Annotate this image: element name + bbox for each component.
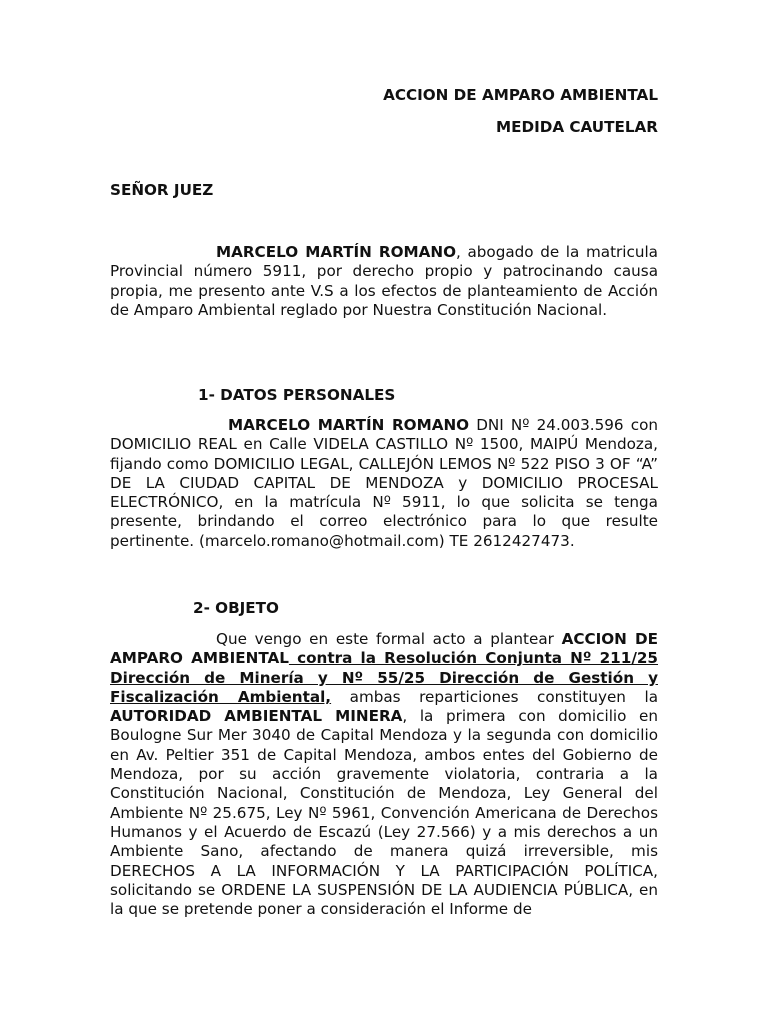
section-2-resolution: contra la Resolución Conjunta Nº 211/25 Dirección de Minería y Nº 55/25 Dirección de Gestión y Fiscalización Ambiental, bbox=[110, 649, 659, 706]
intro-paragraph bbox=[110, 243, 658, 320]
section-2-paragraph bbox=[110, 630, 658, 919]
salutation: SEÑOR JUEZ bbox=[110, 181, 214, 199]
section-1-name: MARCELO MARTÍN ROMANO bbox=[228, 416, 470, 434]
intro-text: , abogado de la matricula Provincial número 5911, por derecho propio y patrocinando causa propia, me presento ante V.S a los efectos de planteamiento de Acción de Amparo Ambiental reglado por Nuestra Constitución Nacional. bbox=[110, 243, 658, 319]
section-1-text: DNI Nº 24.003.596 con DOMICILIO REAL en Calle VIDELA CASTILLO Nº 1500, MAIPÚ Mendoza, fijando como DOMICILIO LEGAL, CALLEJÓN LEMOS Nº 522 PISO 3 OF “A” DE LA CIUDAD CAPITAL DE MENDOZA y DOMICILIO PROCESAL ELECTRÓNICO, en la matrícula Nº 5911, lo que solicita se tenga presente, brindando el correo electrónico para lo que resulte pertinente. (marcelo.romano@hotmail.com) TE 2612427473. bbox=[110, 416, 658, 550]
document-subtitle: MEDIDA CAUTELAR bbox=[495, 118, 658, 136]
section-2-authority: AUTORIDAD AMBIENTAL MINERA bbox=[110, 707, 403, 726]
section-1-heading: 1- DATOS PERSONALES bbox=[198, 386, 396, 404]
section-2-text-1: ambas reparticiones constituyen la bbox=[331, 687, 658, 706]
section-2-text-2: , la primera con domicilio en Boulogne Sur Mer 3040 de Capital Mendoza y la segunda con domicilio en Av. Peltier 351 de Capital Mendoza, ambos entes del Gobierno de Mendoza, por su acción gravemente violatoria, contraria a la Constitución Nacional, Constitución de Mendoza, Ley General del Ambiente Nº 25.675, Ley Nº 5961, Convención Americana de Derechos Humanos y el Acuerdo de Escazú (Ley 27.566) y a mis derechos a un Ambiente Sano, afectando de manera quizá irreversible, mis DERECHOS A LA INFORMACIÓN Y LA PARTICIPACIÓN POLÍTICA, solicitando se ORDENE LA SUSPENSIÓN DE LA AUDIENCIA PÚBLICA, en la que se pretende poner a consideración el Informe de bbox=[110, 707, 658, 919]
section-1-paragraph bbox=[110, 416, 658, 551]
section-2-heading: 2- OBJETO bbox=[193, 599, 279, 617]
section-2-lead: Que vengo en este formal acto a plantear bbox=[216, 630, 562, 648]
section-2-action-title: ACCION DE AMPARO AMBIENTAL bbox=[110, 630, 659, 668]
document-title: ACCION DE AMPARO AMBIENTAL bbox=[383, 86, 658, 104]
intro-name: MARCELO MARTÍN ROMANO bbox=[216, 243, 456, 261]
